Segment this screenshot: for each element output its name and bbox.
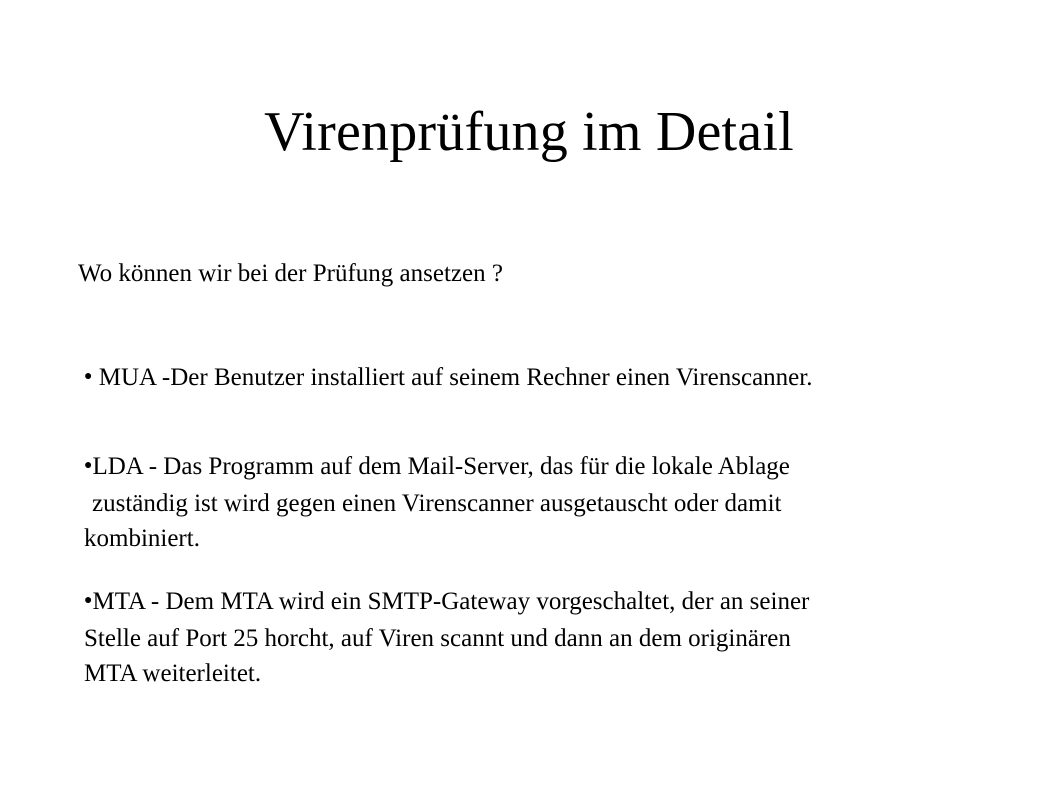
slide-question: Wo können wir bei der Prüfung ansetzen ? [78,260,503,287]
bullet-text-continuation: Stelle auf Port 25 horcht, auf Viren scannt und dann an dem originären [84,624,791,652]
bullet-line [84,449,790,486]
bullet-icon: ● [84,592,93,608]
bullet-text: MTA - Dem MTA wird ein SMTP-Gateway vorgeschaltet, der an seiner [92,588,810,615]
bullet-text-continuation: MTA weiterleitet. [84,659,262,687]
bullet-line [84,360,812,397]
bullet-item-lda [84,449,790,556]
bullet-text: LDA - Das Programm auf dem Mail-Server, das für die lokale Ablage [92,453,790,480]
bullet-item-mua [84,360,812,397]
slide-title: Virenprüfung im Detail [264,101,794,163]
bullet-text-continuation: kombiniert. [84,524,200,552]
bullet-icon: ● [84,457,93,473]
bullet-text-continuation: zuständig ist wird gegen einen Virenscanner ausgetauscht oder damit [92,489,782,517]
bullet-icon: ● [84,368,93,384]
bullet-text: MUA -Der Benutzer installiert auf seinem Rechner einen Virenscanner. [98,364,813,391]
bullet-line [84,584,809,621]
bullet-item-mta [84,584,809,691]
